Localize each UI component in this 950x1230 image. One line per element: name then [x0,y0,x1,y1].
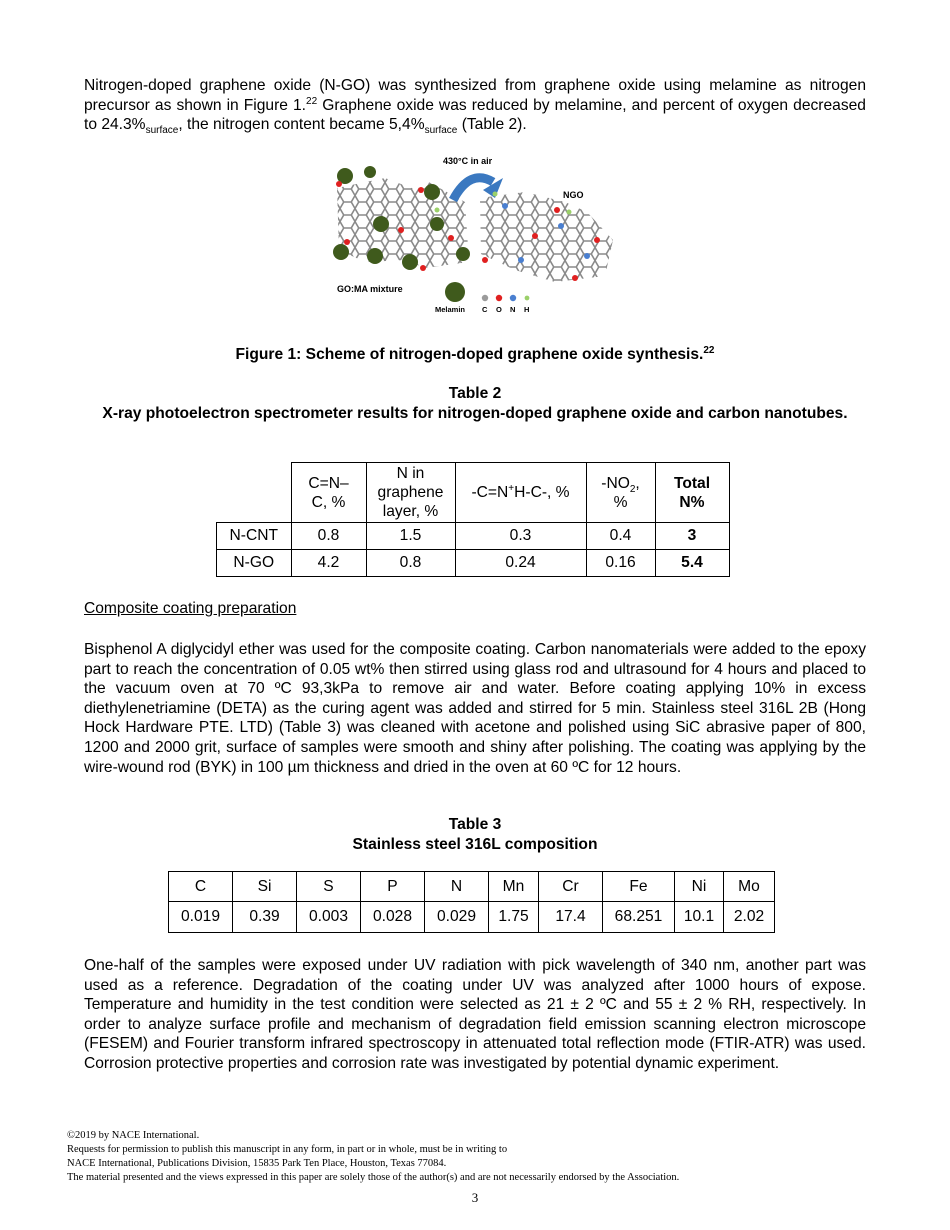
uv-exposure-paragraph: One-half of the samples were exposed under UV radiation with pick wavelength of 340 nm, another part was used as a reference. Degradation of the coating under UV was analyzed after 1000 hours of expose. Temperature and humidity in the test condition were selected as 21 ± 2 ºC and 55 ± 2 % RH, respectively. In order to analyze surface profile and mechanism of degradation field emission scanning electron microscope (FESEM) and Fourier transform infrared spectroscopy in attenuated total reflection mode (FTIR-ATR) was used. Corrosion protective properties and corrosion rate was investigated by potential dynamic experiment. [84,957,866,1072]
legend-o-label: O [496,305,502,314]
table-row: 0.019 0.39 0.003 0.028 0.029 1.75 17.4 68.251 10.1 2.02 [169,902,775,933]
table-3-title: Stainless steel 316L composition [352,836,598,853]
page-number: 3 [471,1190,479,1205]
legend-carbon-icon [482,295,488,301]
table-row: N-GO 4.2 0.8 0.24 0.16 5.4 [217,550,730,577]
table-2-title: X-ray photoelectron spectrometer results for nitrogen-doped graphene oxide and carbon nanotubes. [102,405,848,422]
legend-n-label: N [510,305,516,314]
ngo-label: NGO [563,190,584,200]
section-heading: Composite coating preparation [84,600,297,617]
table-2-number: Table 2 [448,385,502,402]
coating-preparation-paragraph: Bisphenol A diglycidyl ether was used for the composite coating. Carbon nanomaterials were added to the epoxy part to reach the concentration of 0.05 wt% then stirred using glass rod and ultrasound for 4 hours and placed to the vacuum oven at 70 ºC 93,3kPa to remove air and water. Before coating applying 10% in excess diethylenetriamine (DETA) as the curing agent was added and stirred for 5 min. Stainless steel 316L 2B (Hong Hock Hardware PTE. LTD) (Table 3) was cleaned with acetone and polished using SiC abrasive paper of 800, 1200 and 2000 grit, surface of samples were smooth and shiny after polishing. The coating was applying by the wire-wound rod (BYK) in 100 µm thickness and dried in the oven at 60 ºC for 12 hours. [84,641,866,776]
intro-paragraph: Nitrogen-doped graphene oxide (N-GO) was synthesized from graphene oxide using melamine as nitrogen precursor as shown in Figure 1.22 Graphene oxide was reduced by melamine, and percent of oxygen decreased to $24.3\%_{surface}$, the nitrogen content became $5,4\%_{surface}$ (Table 2). [84,77,866,137]
legend-h-label: H [524,305,530,314]
figure-1-caption: Figure 1: Scheme of nitrogen-doped graphene oxide synthesis.$^{22}$ [235,344,715,363]
go-lattice [337,178,469,268]
table-2-header-n-graphene: N in graphene layer, % [366,463,455,523]
table-3-composition [168,871,775,933]
copyright-footer [67,1129,679,1185]
ngo-lattice [480,192,613,282]
row-label: N-CNT [217,523,292,550]
mixture-label: GO:MA mixture [337,284,403,294]
footer-line: The material presented and the views expressed in this paper are solely those of the author(s) and are not necessarily endorsed by the Association. [67,1172,680,1183]
row-label: N-GO [217,550,292,577]
table-3-number: Table 3 [448,816,502,833]
table-2-xps-results [216,462,730,577]
table-2-header-cnhc: -C=N+H-C-, % [455,463,586,523]
legend-c-label: C [482,305,488,314]
table-2-header-total: Total N% [655,463,729,523]
footer-line: ©2019 by NACE International. [67,1130,200,1141]
table-2-header-cnc: C=N– C, % [291,463,366,523]
figure-1-scheme [325,150,625,320]
legend-melamin-label: Melamin [435,305,466,314]
legend-hydrogen-icon [525,296,530,301]
table-2-header-no2: $-NO_2$, % [586,463,655,523]
table-header-row: C Si S P N Mn Cr Fe Ni Mo [169,872,775,902]
legend-nitrogen-icon [510,295,516,301]
footer-line: NACE International, Publications Division, 15835 Park Ten Place, Houston, Texas 77084. [67,1158,447,1169]
legend-melamine-icon [445,282,465,302]
temperature-label: 430°C in air [443,156,493,166]
footer-line: Requests for permission to publish this manuscript in any form, in part or in whole, must be in writing to [67,1144,508,1155]
legend-oxygen-icon [496,295,502,301]
table-row: N-CNT 0.8 1.5 0.3 0.4 3 [217,523,730,550]
